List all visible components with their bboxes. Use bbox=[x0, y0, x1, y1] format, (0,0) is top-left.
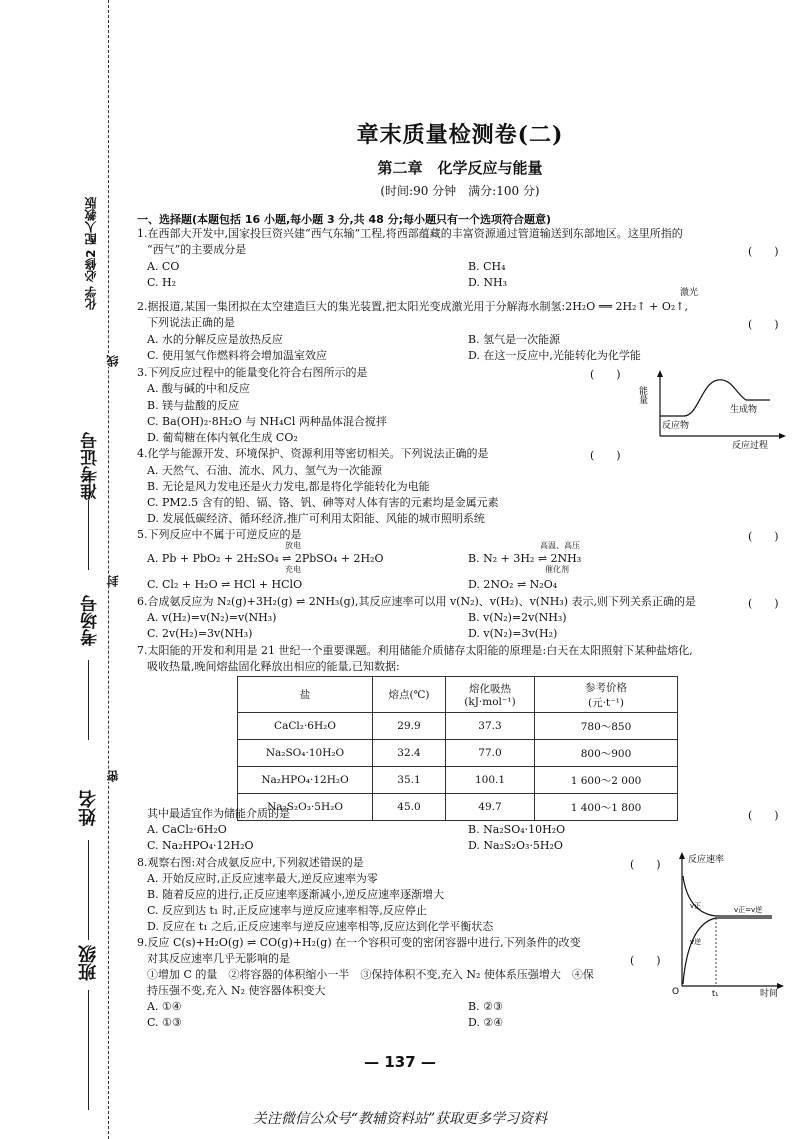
label-class: 班级 bbox=[78, 945, 99, 981]
table-row bbox=[238, 740, 678, 767]
v-reverse-label: v逆 bbox=[690, 938, 702, 946]
salt-cell: Na₂S₂O₃·5H₂O bbox=[238, 794, 373, 821]
q5-a-top: 放电 bbox=[285, 541, 301, 550]
answer-blank: ( ) bbox=[748, 809, 779, 822]
q1-option-d: D. NH₃ bbox=[468, 276, 508, 289]
room-number-line bbox=[88, 660, 89, 740]
mark-mi: 密 bbox=[106, 770, 120, 782]
page-title: 章末质量检测卷(二) bbox=[356, 122, 564, 148]
reaction-axis-label: 反应过程 bbox=[732, 441, 769, 451]
salt-cell: CaCl₂·6H₂O bbox=[238, 713, 373, 740]
q3-option-c: C. Ba(OH)₂·8H₂O 与 NH₄Cl 两种晶体混合搅拌 bbox=[147, 415, 387, 428]
t1-label: t₁ bbox=[712, 989, 719, 998]
q2-stem: 2.据报道,某国一集团拟在太空建造巨大的集光装置,把太阳光变成激光用于分解海水制氢:2H₂O ══ 2H₂↑ + O₂↑, bbox=[137, 300, 689, 313]
heat-header-line1: 熔化吸热 bbox=[469, 683, 511, 695]
label-name: 姓名 bbox=[78, 790, 99, 826]
q8-option-a: A. 开始反应时,正反应速率最大,逆反应速率为零 bbox=[147, 872, 378, 885]
salt-cell: Na₂HPO₄·12H₂O bbox=[238, 767, 373, 794]
answer-blank: ( ) bbox=[748, 245, 779, 258]
table-row bbox=[238, 713, 678, 740]
table-row bbox=[238, 767, 678, 794]
product-label: 生成物 bbox=[730, 405, 758, 415]
price-cell: 1 600～2 000 bbox=[535, 767, 678, 794]
answer-blank: ( ) bbox=[590, 449, 621, 462]
q5-b-top: 高温、高压 bbox=[540, 541, 580, 550]
col-header-melting-point: 熔点(℃) bbox=[373, 677, 446, 713]
table-row bbox=[238, 794, 678, 821]
q1-stem-cont: “西气”的主要成分是 bbox=[147, 243, 247, 256]
section-heading: 一、选择题(本题包括 16 小题,每小题 3 分,共 48 分;每小题只有一个选项符合题意) bbox=[137, 213, 552, 226]
price-header-line2: (元·t⁻¹) bbox=[587, 696, 624, 709]
rate-axis-label: 反应速率 bbox=[688, 855, 725, 865]
q2-stem-cont: 下列说法正确的是 bbox=[147, 316, 235, 329]
q9-conditions: ①增加 C 的量 ②将容器的体积缩小一半 ③保持体积不变,充入 N₂ 使体系压强增大 ④保 bbox=[147, 968, 594, 981]
q5-a-bot: 充电 bbox=[285, 565, 301, 574]
col-header-salt: 盐 bbox=[238, 677, 373, 713]
col-header-price bbox=[535, 677, 678, 713]
answer-blank: ( ) bbox=[748, 597, 779, 610]
binding-strip bbox=[0, 0, 120, 1139]
price-header-line1: 参考价格 bbox=[585, 681, 627, 694]
answer-blank: ( ) bbox=[748, 318, 779, 331]
side-subject-label: 化学 必修2 配人教版 bbox=[84, 197, 98, 310]
exam-meta: (时间:90 分钟 满分:100 分) bbox=[380, 184, 540, 198]
salt-data-table bbox=[237, 676, 678, 821]
heat-cell: 77.0 bbox=[446, 740, 535, 767]
class-line bbox=[88, 990, 89, 1110]
answer-blank: ( ) bbox=[748, 530, 779, 543]
label-room-number: 考场号 bbox=[81, 595, 101, 646]
cut-line bbox=[108, 0, 109, 1139]
q6-option-b: B. v(N₂)=2v(NH₃) bbox=[468, 611, 567, 624]
q5-b-bot: 催化剂 bbox=[545, 565, 569, 574]
ticket-number-line bbox=[88, 500, 89, 570]
reactant-label: 反应物 bbox=[662, 421, 690, 431]
price-cell: 800～900 bbox=[535, 740, 678, 767]
mp-cell: 45.0 bbox=[373, 794, 446, 821]
price-cell: 780～850 bbox=[535, 713, 678, 740]
heat-header-line2: (kJ·mol⁻¹) bbox=[464, 696, 516, 708]
mp-cell: 32.4 bbox=[373, 740, 446, 767]
q6-option-c: C. 2v(H₂)=3v(NH₃) bbox=[147, 627, 253, 640]
q9-option-b: B. ②③ bbox=[468, 1000, 503, 1013]
q7-stem: 7.太阳能的开发和利用是 21 世纪一个重要课题。利用储能介质储存太阳能的原理是:白天在太阳照射下某种盐熔化, bbox=[137, 644, 693, 657]
q8-option-b: B. 随着反应的进行,正反应速率逐渐减小,逆反应速率逐渐增大 bbox=[147, 888, 445, 901]
q9-stem: 9.反应 C(s)+H₂O(g) ⇌ CO(g)+H₂(g) 在一个容积可变的密闭容器中进行,下列条件的改变 bbox=[137, 936, 581, 949]
q5-option-d: D. 2NO₂ ⇌ N₂O₄ bbox=[468, 578, 558, 591]
heat-cell: 100.1 bbox=[446, 767, 535, 794]
time-axis-label: 时间 bbox=[760, 989, 779, 999]
q9-option-c: C. ①③ bbox=[147, 1016, 182, 1029]
q6-option-a: A. v(H₂)=v(N₂)=v(NH₃) bbox=[147, 611, 277, 624]
q7-option-a: A. CaCl₂·6H₂O bbox=[147, 823, 227, 836]
rate-time-diagram bbox=[668, 848, 790, 998]
footer-note: 关注微信公众号“教辅资料站”获取更多学习资料 bbox=[252, 1111, 548, 1127]
chapter-subtitle: 第二章 化学反应与能量 bbox=[377, 159, 543, 177]
q4-stem: 4.化学与能源开发、环境保护、资源利用等密切相关。下列说法正确的是 bbox=[137, 447, 489, 460]
q3-option-d: D. 葡萄糖在体内氧化生成 CO₂ bbox=[147, 431, 298, 444]
answer-blank: ( ) bbox=[630, 858, 661, 871]
name-line bbox=[88, 840, 89, 940]
q7-option-b: B. Na₂SO₄·10H₂O bbox=[468, 823, 566, 836]
q2-option-d: D. 在这一反应中,光能转化为化学能 bbox=[468, 349, 641, 362]
q9-option-d: D. ②④ bbox=[468, 1016, 504, 1029]
q5-option-b: B. N₂ + 3H₂ ⇌ 2NH₃ bbox=[468, 552, 582, 565]
q7-question: 其中最适宜作为储能介质的是 bbox=[147, 807, 290, 820]
q8-stem: 8.观察右图:对合成氨反应中,下列叙述错误的是 bbox=[137, 856, 364, 869]
q7-stem-cont: 吸收热量,晚间熔盐固化释放出相应的能量,已知数据: bbox=[147, 660, 400, 673]
q1-option-c: C. H₂ bbox=[147, 276, 177, 289]
q2-option-c: C. 使用氢气作燃料将会增加温室效应 bbox=[147, 349, 328, 362]
energy-axis-label: 能量 bbox=[637, 386, 647, 404]
q3-option-a: A. 酸与碱的中和反应 bbox=[147, 382, 250, 395]
q6-option-d: D. v(N₂)=3v(H₂) bbox=[468, 627, 558, 640]
q2-option-a: A. 水的分解反应是放热反应 bbox=[147, 333, 283, 346]
q9-stem-cont: 对其反应速率几乎无影响的是 bbox=[147, 952, 290, 965]
q2-condition: 激光 bbox=[680, 288, 699, 298]
q1-stem: 1.在西部大开发中,国家投巨资兴建“西气东输”工程,将西部蕴藏的丰富资源通过管道输送到东部地区。这里所指的 bbox=[137, 227, 683, 240]
q9-option-a: A. ①④ bbox=[147, 1000, 182, 1013]
q5-stem: 5.下列反应中不属于可逆反应的是 bbox=[137, 528, 302, 541]
q1-option-b: B. CH₄ bbox=[468, 260, 506, 273]
v-forward-label: v正 bbox=[690, 902, 702, 910]
salt-cell: Na₂SO₄·10H₂O bbox=[238, 740, 373, 767]
q7-option-d: D. Na₂S₂O₃·5H₂O bbox=[468, 839, 563, 852]
energy-diagram bbox=[637, 368, 790, 451]
mark-feng: 封 bbox=[106, 575, 120, 587]
q8-option-d: D. 反应在 t₁ 之后,正反应速率与逆反应速率相等,反应达到化学平衡状态 bbox=[147, 920, 494, 933]
price-cell: 1 400～1 800 bbox=[535, 794, 678, 821]
q7-option-c: C. Na₂HPO₄·12H₂O bbox=[147, 839, 254, 852]
q2-option-b: B. 氢气是一次能源 bbox=[468, 333, 561, 346]
q8-option-c: C. 反应到达 t₁ 时,正反应速率与逆反应速率相等,反应停止 bbox=[147, 904, 427, 917]
heat-cell: 37.3 bbox=[446, 713, 535, 740]
label-ticket-number: 准考证号 bbox=[81, 432, 101, 500]
heat-cell: 49.7 bbox=[446, 794, 535, 821]
q3-stem: 3.下列反应过程中的能量变化符合右图所示的是 bbox=[137, 366, 368, 379]
answer-blank: ( ) bbox=[630, 954, 661, 967]
q3-option-b: B. 镁与盐酸的反应 bbox=[147, 399, 240, 412]
col-header-heat bbox=[446, 677, 535, 713]
q4-option-d: D. 发展低碳经济、循环经济,推广可利用太阳能、风能的城市照明系统 bbox=[147, 512, 485, 525]
q4-option-b: B. 无论是风力发电还是火力发电,都是将化学能转化为电能 bbox=[147, 480, 430, 493]
q5-option-c: C. Cl₂ + H₂O ⇌ HCl + HClO bbox=[147, 578, 303, 591]
mark-xian: 线 bbox=[106, 355, 120, 367]
q5-option-a: A. Pb + PbO₂ + 2H₂SO₄ ⇌ 2PbSO₄ + 2H₂O bbox=[147, 552, 384, 565]
answer-blank: ( ) bbox=[590, 368, 621, 381]
v-equal-label: v正=v逆 bbox=[734, 906, 763, 914]
page-number: — 137 — bbox=[364, 1053, 436, 1071]
origin-label: O bbox=[672, 987, 680, 997]
mp-cell: 35.1 bbox=[373, 767, 446, 794]
q6-stem: 6.合成氨反应为 N₂(g)+3H₂(g) ⇌ 2NH₃(g),其反应速率可以用 v(N₂)、v(H₂)、v(NH₃) 表示,则下列关系正确的是 bbox=[137, 595, 696, 608]
q9-conditions-cont: 持压强不变,充入 N₂ 使容器体积变大 bbox=[147, 984, 326, 997]
q1-option-a: A. CO bbox=[147, 260, 180, 273]
mp-cell: 29.9 bbox=[373, 713, 446, 740]
q4-option-c: C. PM2.5 含有的铅、镉、铬、钒、砷等对人体有害的元素均是金属元素 bbox=[147, 496, 499, 509]
q4-option-a: A. 天然气、石油、流水、风力、氢气为一次能源 bbox=[147, 464, 382, 477]
